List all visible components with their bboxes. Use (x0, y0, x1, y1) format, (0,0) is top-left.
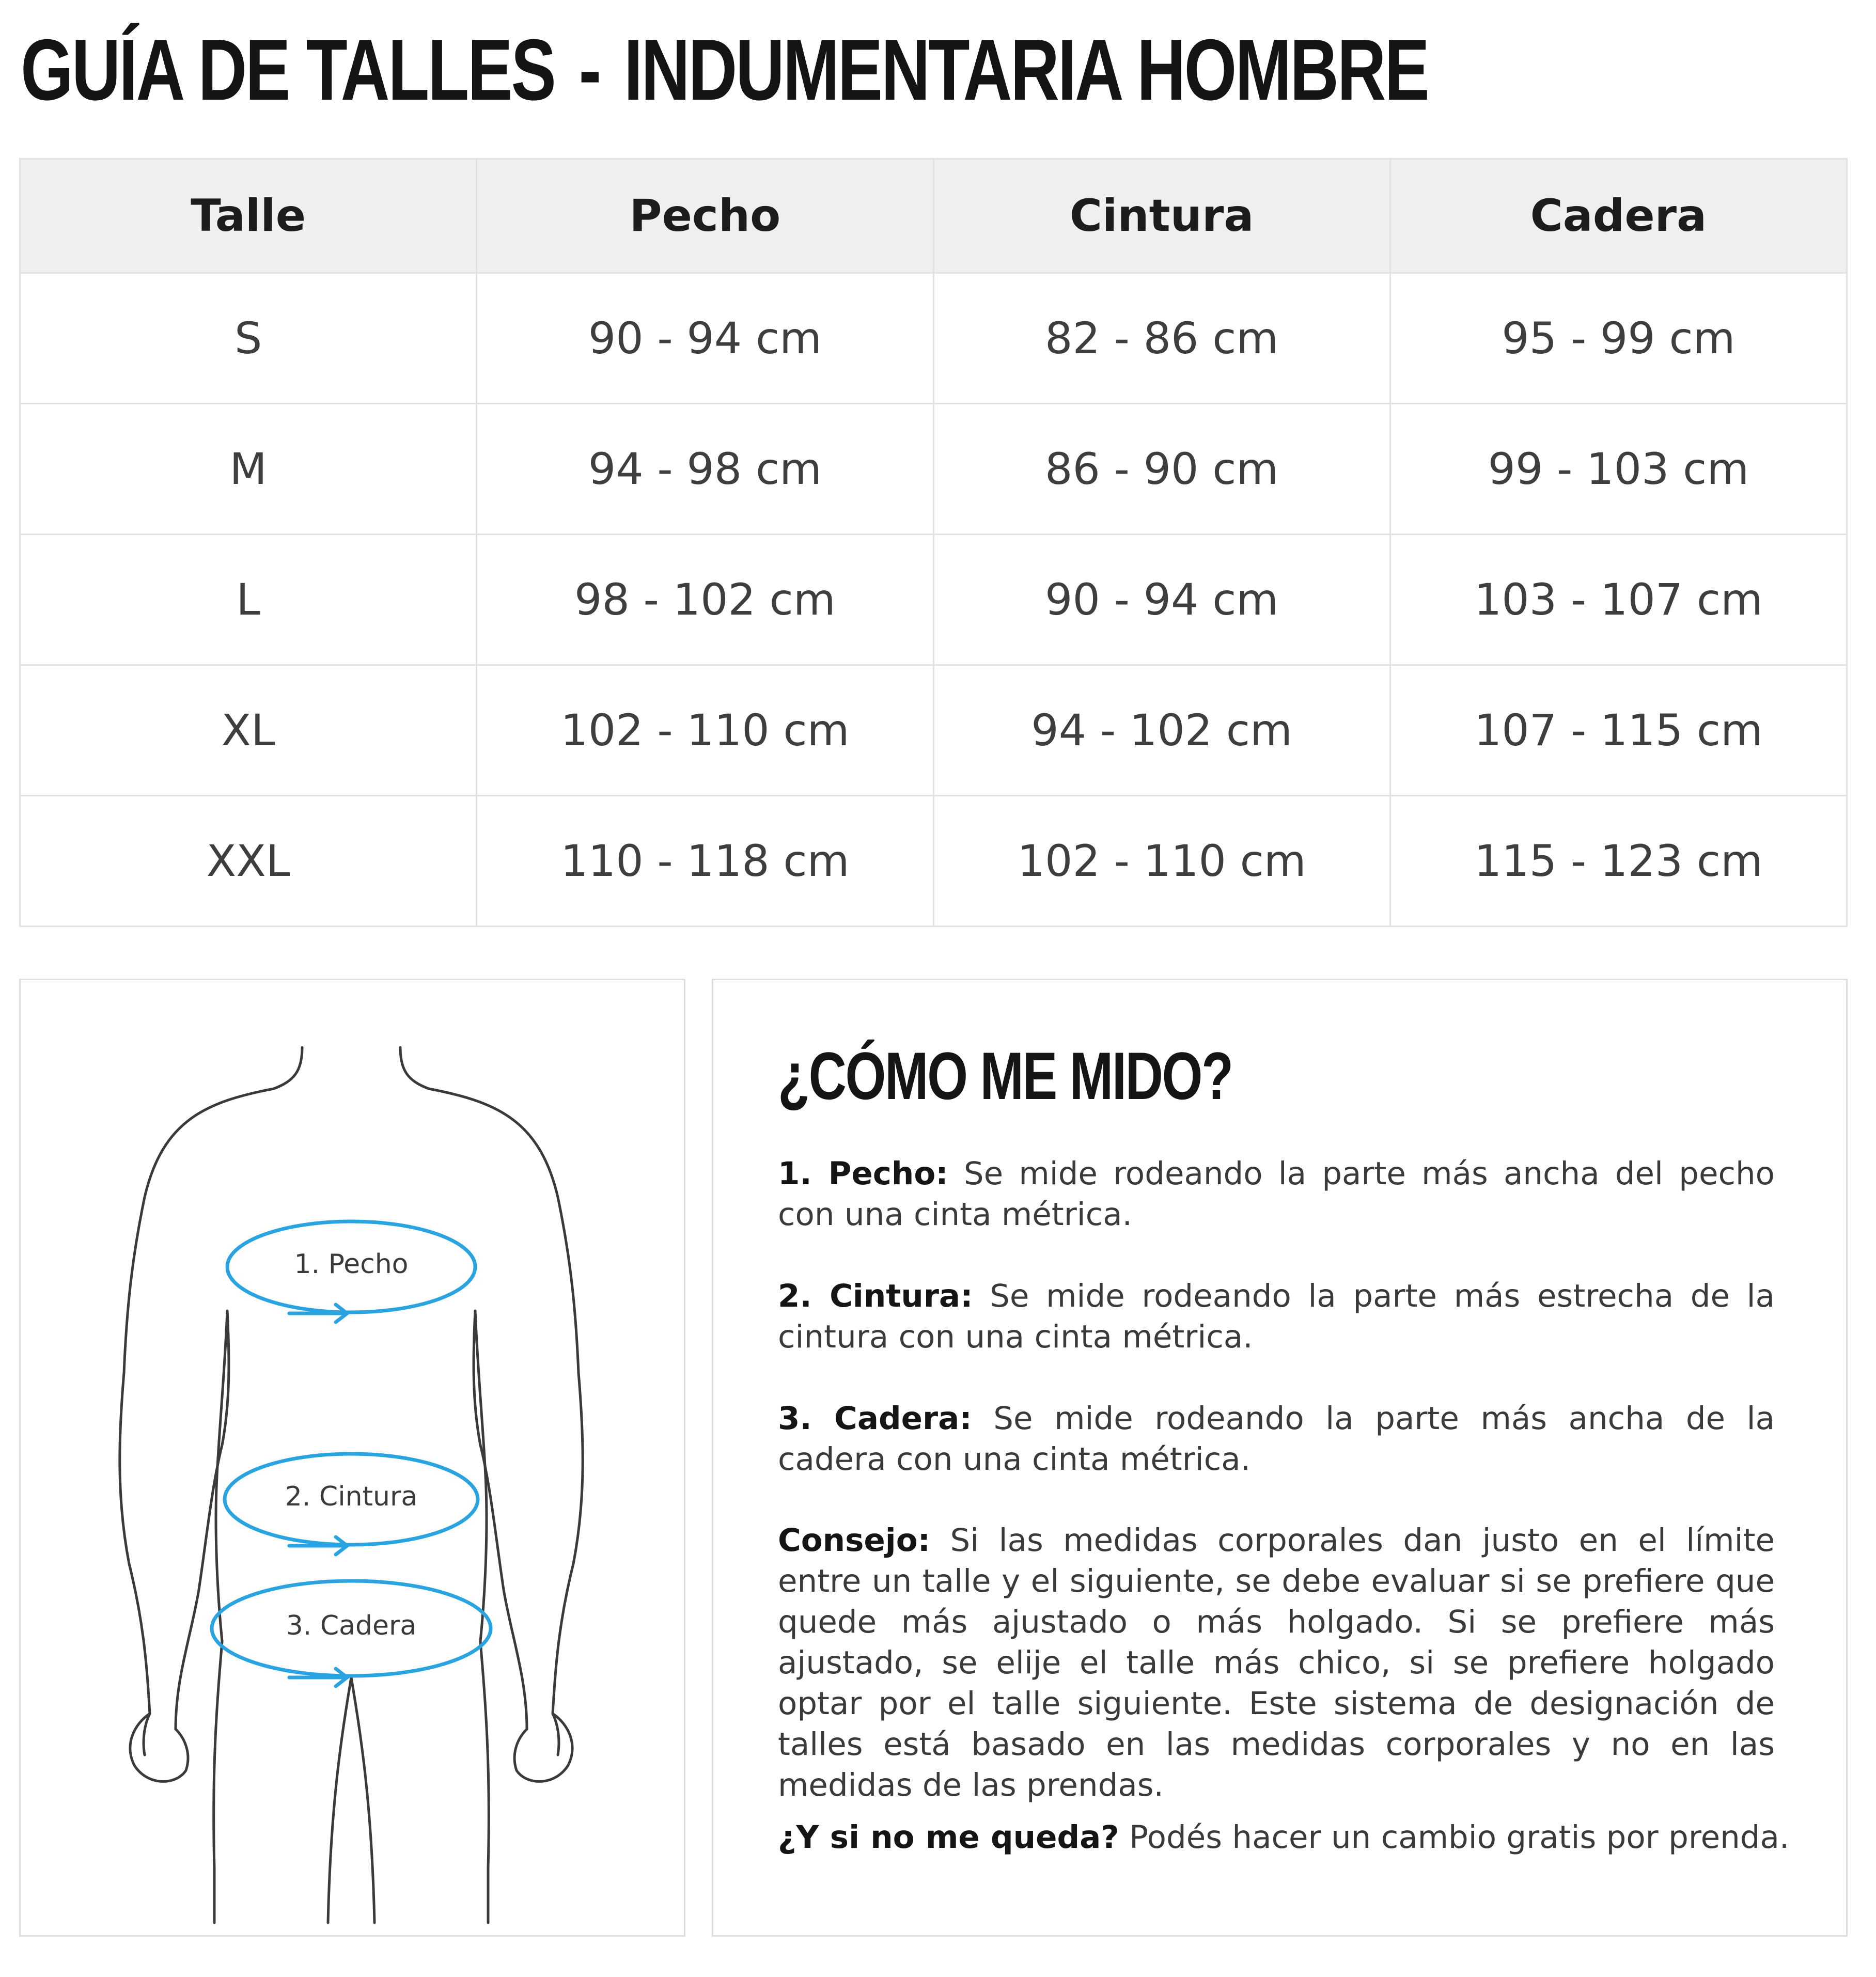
label-pecho: 1. Pecho (294, 1249, 409, 1280)
instruction-cintura (778, 1276, 1775, 1357)
instruction-pecho (778, 1153, 1775, 1235)
cell-pecho: 90 - 94 cm (477, 273, 933, 404)
cell-cintura: 82 - 86 cm (933, 273, 1390, 404)
column-header-cintura: Cintura (933, 159, 1390, 273)
cell-pecho: 110 - 118 cm (477, 796, 933, 927)
body-outline-illustration (21, 980, 687, 1938)
cell-cadera: 99 - 103 cm (1390, 404, 1847, 535)
table-header-row (20, 159, 1847, 273)
cell-pecho: 94 - 98 cm (477, 404, 933, 535)
cell-talle: M (20, 404, 477, 535)
cell-pecho: 98 - 102 cm (477, 535, 933, 665)
title-separator: - (579, 21, 600, 118)
body-figure-panel (19, 979, 685, 1937)
table-row (20, 535, 1847, 665)
term-pecho: 1. Pecho: (778, 1155, 948, 1192)
term-consejo: Consejo: (778, 1522, 930, 1559)
term-cintura: 2. Cintura: (778, 1278, 973, 1314)
cell-cadera: 107 - 115 cm (1390, 665, 1847, 796)
column-header-pecho: Pecho (477, 159, 933, 273)
cell-cintura: 94 - 102 cm (933, 665, 1390, 796)
desc-pecho: Se mide rodeando la parte más ancha del pecho con una cinta métrica. (778, 1155, 1775, 1233)
page-title (21, 21, 1428, 119)
title-main: GUÍA DE TALLES (21, 21, 555, 118)
column-header-talle: Talle (20, 159, 477, 273)
desc-consejo: Si las medidas corporales dan justo en el límite entre un talle y el siguiente, se debe evaluar si se prefiere que quede más ajustado o más holgado. Si se prefiere más ajustado, se elije el talle más chico, si se prefiere holgado optar por el talle siguiente. Este sistema de designación de talles está basado en las medidas corporales y no en las medidas de las prendas. (778, 1522, 1775, 1803)
table-row (20, 665, 1847, 796)
size-table (19, 158, 1848, 927)
cell-talle: S (20, 273, 477, 404)
cell-talle: XL (20, 665, 477, 796)
desc-cintura: Se mide rodeando la parte más estrecha de la cintura con una cinta métrica. (778, 1278, 1775, 1355)
cell-cintura: 86 - 90 cm (933, 404, 1390, 535)
cell-cadera: 103 - 107 cm (1390, 535, 1847, 665)
exchange-question: ¿Y si no me queda? (778, 1819, 1119, 1856)
how-to-measure-panel (712, 979, 1848, 1937)
cell-cintura: 102 - 110 cm (933, 796, 1390, 927)
cell-pecho: 102 - 110 cm (477, 665, 933, 796)
cell-cadera: 95 - 99 cm (1390, 273, 1847, 404)
table-row (20, 796, 1847, 927)
cell-talle: XXL (20, 796, 477, 927)
instruction-cadera (778, 1398, 1775, 1480)
exchange-answer: Podés hacer un cambio gratis por prenda. (1129, 1819, 1790, 1856)
term-cadera: 3. Cadera: (778, 1400, 972, 1437)
cell-talle: L (20, 535, 477, 665)
column-header-cadera: Cadera (1390, 159, 1847, 273)
title-subtitle: INDUMENTARIA HOMBRE (623, 21, 1428, 118)
cell-cadera: 115 - 123 cm (1390, 796, 1847, 927)
instruction-consejo (778, 1520, 1775, 1806)
table-row (20, 273, 1847, 404)
cell-cintura: 90 - 94 cm (933, 535, 1390, 665)
how-to-measure-heading: ¿CÓMO ME MIDO? (778, 1038, 1232, 1113)
label-cadera: 3. Cadera (286, 1610, 417, 1641)
desc-cadera: Se mide rodeando la parte más ancha de la cadera con una cinta métrica. (778, 1400, 1775, 1478)
exchange-note (778, 1817, 1811, 1858)
table-row (20, 404, 1847, 535)
label-cintura: 2. Cintura (285, 1481, 418, 1512)
